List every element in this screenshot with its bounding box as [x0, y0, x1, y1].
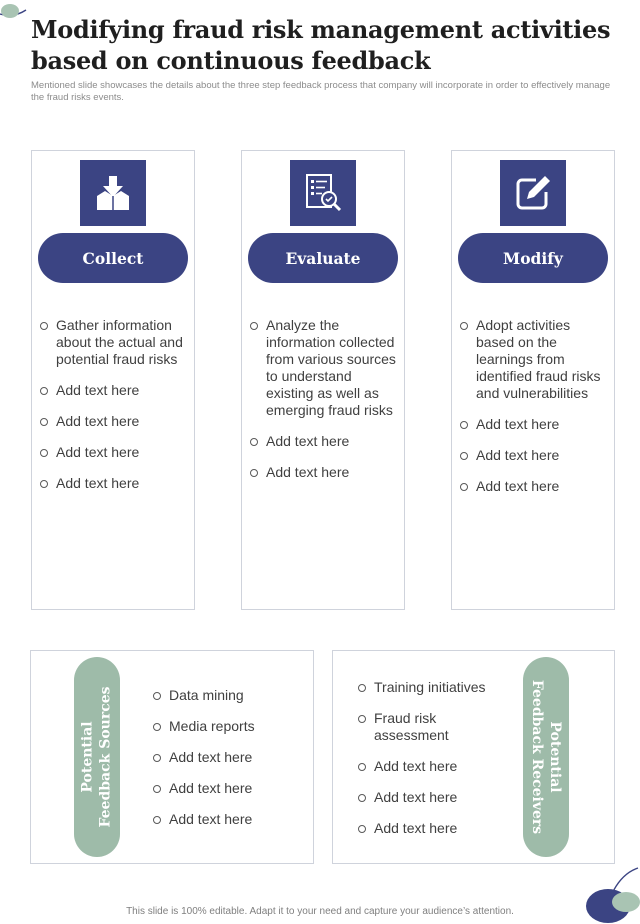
feedback-sources-list — [153, 687, 303, 842]
list-item: Add text here — [40, 475, 188, 492]
step-list-evaluate — [250, 317, 398, 495]
list-item: Fraud risk assessment — [358, 710, 498, 744]
feedback-receivers-panel — [332, 650, 615, 864]
list-item: Training initiatives — [358, 679, 498, 696]
feedback-sources-panel — [30, 650, 314, 864]
page-subtitle: Mentioned slide showcases the details about the three step feedback process that company will incorporate in order to effectively manage the fraud risks events. — [31, 80, 611, 103]
feedback-receivers-label-line2: Feedback Receivers — [529, 679, 546, 835]
list-item: Add text here — [40, 382, 188, 399]
list-item: Add text here — [358, 789, 498, 806]
list-item: Add text here — [40, 413, 188, 430]
feedback-sources-label-line1: Potential — [80, 721, 96, 793]
list-item: Add text here — [40, 444, 188, 461]
footer-note: This slide is 100% editable. Adapt it to your need and capture your audience’s attention. — [126, 906, 514, 917]
list-item: Gather information about the actual and potential fraud risks — [40, 317, 188, 368]
step-label-evaluate: Evaluate — [248, 233, 398, 283]
feedback-receivers-label-line1: Potential — [547, 721, 564, 793]
list-item: Adopt activities based on the learnings from identified fraud risks and vulnerabilities — [460, 317, 608, 402]
step-label-collect: Collect — [38, 233, 188, 283]
list-item: Add text here — [153, 811, 303, 828]
page-title: Modifying fraud risk management activities based on continuous feedback — [31, 15, 611, 75]
step-label-modify: Modify — [458, 233, 608, 283]
step-list-modify — [460, 317, 608, 509]
document-search-icon — [290, 160, 356, 226]
list-item: Add text here — [153, 780, 303, 797]
step-list-collect — [40, 317, 188, 506]
feedback-sources-label — [74, 657, 120, 857]
step-card-evaluate — [241, 150, 405, 610]
list-item: Add text here — [460, 447, 608, 464]
step-card-modify — [451, 150, 615, 610]
list-item: Add text here — [460, 478, 608, 495]
list-item: Add text here — [153, 749, 303, 766]
list-item: Add text here — [250, 433, 398, 450]
list-item: Add text here — [358, 820, 498, 837]
step-card-collect — [31, 150, 195, 610]
feedback-sources-label-line2: Feedback Sources — [98, 686, 114, 828]
list-item: Add text here — [250, 464, 398, 481]
list-item: Media reports — [153, 718, 303, 735]
list-item: Analyze the information collected from various sources to understand existing as well as emerging fraud risks — [250, 317, 398, 419]
download-box-icon — [80, 160, 146, 226]
list-item: Add text here — [460, 416, 608, 433]
list-item: Add text here — [358, 758, 498, 775]
feedback-receivers-list — [358, 679, 498, 851]
list-item: Data mining — [153, 687, 303, 704]
edit-icon — [500, 160, 566, 226]
feedback-receivers-label — [523, 657, 569, 857]
